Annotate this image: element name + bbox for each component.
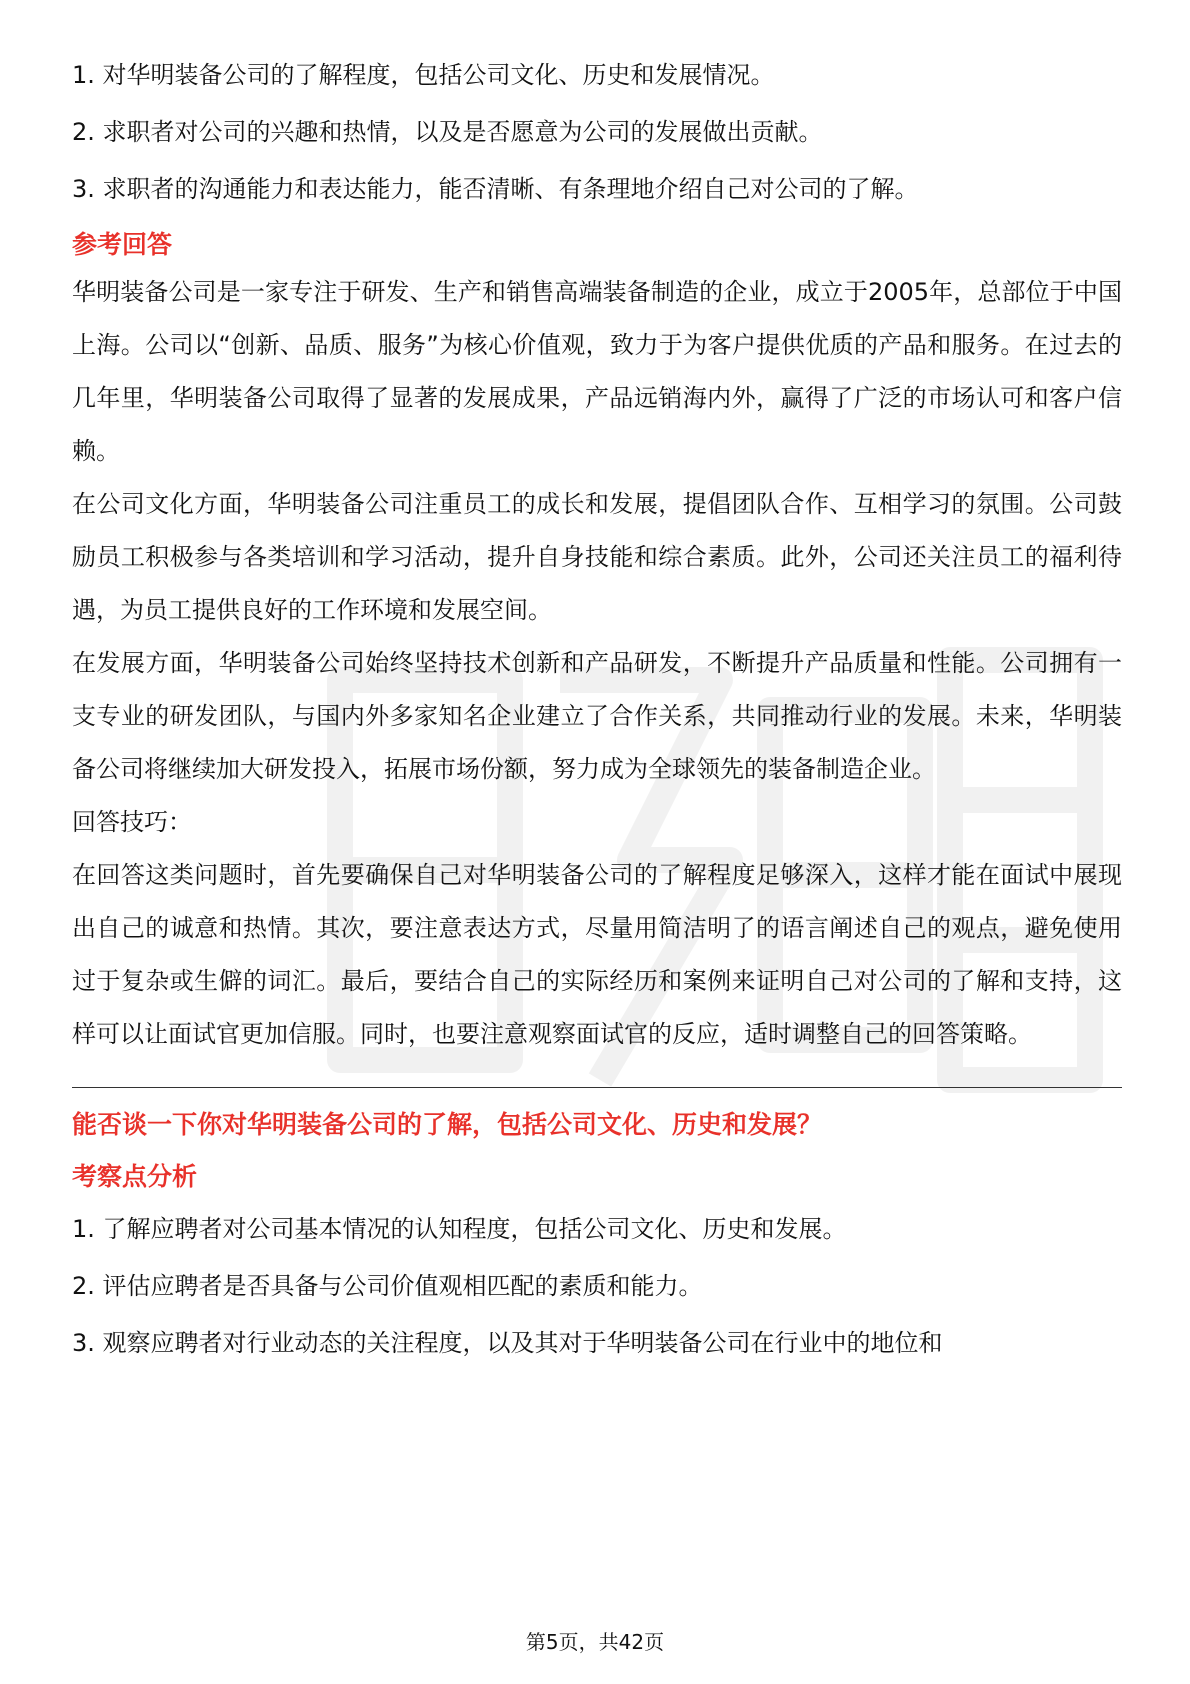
list-item: 1. 对华明装备公司的了解程度，包括公司文化、历史和发展情况。: [72, 61, 775, 89]
answer-paragraph: 华明装备公司是一家专注于研发、生产和销售高端装备制造的企业，成立于2005年，总部位于中国上海。公司以“创新、品质、服务”为核心价值观，致力于为客户提供优质的产品和服务。在过去的几年里，华明装备公司取得了显著的发展成果，产品远销海内外，赢得了广泛的市场认可和客户信赖。: [72, 278, 1122, 465]
analysis-heading: 考察点分析: [72, 1162, 198, 1191]
answer-paragraph: 在回答这类问题时，首先要确保自己对华明装备公司的了解程度足够深入，这样才能在面试中展现出自己的诚意和热情。其次，要注意表达方式，尽量用简洁明了的语言阐述自己的观点，避免使用过于复杂或生僻的词汇。最后，要结合自己的实际经历和案例来证明自己对公司的了解和支持，这样可以让面试官更加信服。同时，也要注意观察面试官的反应，适时调整自己的回答策略。: [72, 861, 1122, 1048]
question-title: 能否谈一下你对华明装备公司的了解，包括公司文化、历史和发展？: [72, 1110, 823, 1139]
list-item: 2. 求职者对公司的兴趣和热情，以及是否愿意为公司的发展做出贡献。: [72, 118, 823, 146]
answer-paragraph: 在公司文化方面，华明装备公司注重员工的成长和发展，提倡团队合作、互相学习的氛围。公司鼓励员工积极参与各类培训和学习活动，提升自身技能和综合素质。此外，公司还关注员工的福利待遇，为员工提供良好的工作环境和发展空间。: [72, 490, 1122, 624]
page-number: 第5页，共42页: [525, 1630, 665, 1654]
answer-paragraph: 在发展方面，华明装备公司始终坚持技术创新和产品研发，不断提升产品质量和性能。公司拥有一支专业的研发团队，与国内外多家知名企业建立了合作关系，共同推动行业的发展。未来，华明装备公司将继续加大研发投入，拓展市场份额，努力成为全球领先的装备制造企业。: [72, 649, 1122, 783]
list-item: 2. 评估应聘者是否具备与公司价值观相匹配的素质和能力。: [72, 1272, 703, 1300]
intro-points-list: [72, 60, 1122, 204]
section-divider: [72, 1087, 1122, 1088]
list-item: 3. 观察应聘者对行业动态的关注程度，以及其对于华明装备公司在行业中的地位和: [72, 1329, 943, 1357]
answer-tips-label: 回答技巧：: [72, 808, 192, 836]
answer-heading: 参考回答: [72, 230, 173, 259]
list-item: 3. 求职者的沟通能力和表达能力，能否清晰、有条理地介绍自己对公司的了解。: [72, 175, 919, 203]
analysis-points-list: [72, 1214, 1122, 1358]
answer-body: [72, 266, 1122, 1061]
list-item: 1. 了解应聘者对公司基本情况的认知程度，包括公司文化、历史和发展。: [72, 1215, 847, 1243]
main-content: [72, 60, 1122, 1385]
